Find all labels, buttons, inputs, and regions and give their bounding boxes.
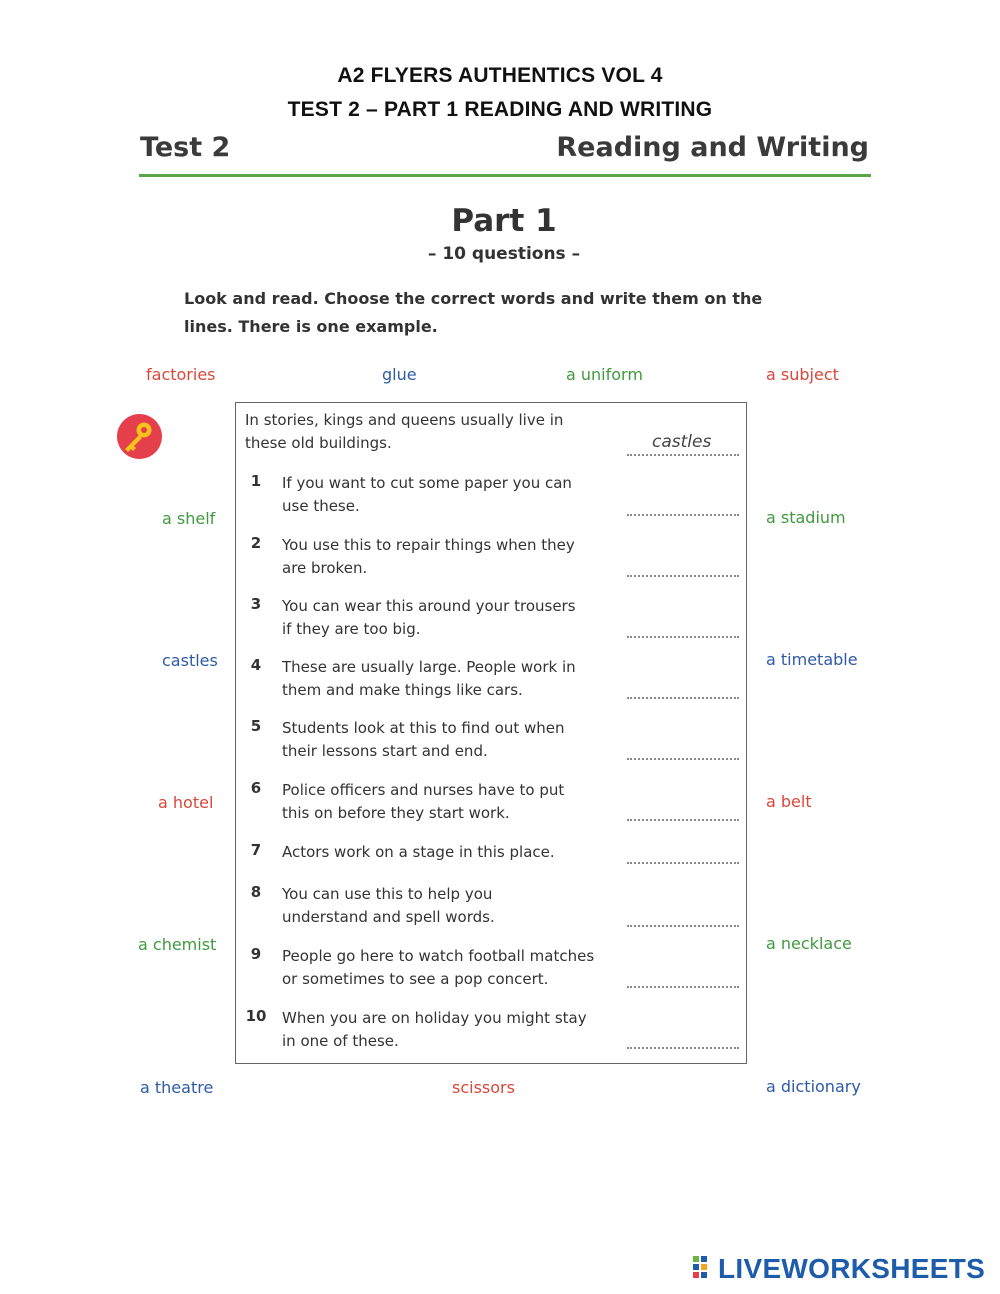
answer-line-10[interactable]	[627, 1047, 739, 1049]
question-number: 9	[250, 945, 262, 963]
question-text: Actors work on a stage in this place.	[282, 843, 555, 861]
answer-line-2[interactable]	[627, 575, 739, 577]
instructions: Look and read. Choose the correct words and write them on the lines. There is one example.	[184, 289, 763, 336]
test-heading: Test 2	[140, 132, 231, 163]
example-answer-line	[627, 454, 739, 456]
part-subtitle: – 10 questions –	[427, 244, 581, 264]
answer-line-6[interactable]	[627, 819, 739, 821]
word-theatre: a theatre	[140, 1078, 214, 1097]
question-text: them and make things like cars.	[282, 681, 523, 699]
liveworksheets-logo-icon	[693, 1256, 715, 1284]
word-dictionary: a dictionary	[766, 1077, 861, 1096]
answer-line-1[interactable]	[627, 514, 739, 516]
question-number: 2	[250, 534, 262, 552]
word-shelf: a shelf	[162, 509, 216, 528]
word-stadium: a stadium	[766, 508, 846, 527]
section-heading: Reading and Writing	[556, 132, 869, 163]
question-text: this on before they start work.	[282, 804, 510, 822]
question-text: if they are too big.	[282, 620, 421, 638]
question-number: 10	[245, 1007, 267, 1025]
part-title: Part 1	[451, 203, 557, 239]
question-text: in one of these.	[282, 1032, 399, 1050]
word-glue: glue	[382, 365, 417, 384]
question-text: You use this to repair things when they	[282, 536, 575, 554]
question-number: 6	[250, 779, 262, 797]
question-number: 8	[250, 883, 262, 901]
question-number: 4	[250, 656, 262, 674]
word-uniform: a uniform	[566, 365, 643, 384]
question-text: Students look at this to find out when	[282, 719, 565, 737]
word-belt: a belt	[766, 792, 812, 811]
answer-line-5[interactable]	[627, 758, 739, 760]
question-text: You can use this to help you	[282, 885, 493, 903]
question-text: understand and spell words.	[282, 908, 495, 926]
question-number: 7	[250, 841, 262, 859]
question-text: When you are on holiday you might stay	[282, 1009, 587, 1027]
word-factories: factories	[146, 365, 216, 384]
word-chemist: a chemist	[138, 935, 217, 954]
example-text-line1: In stories, kings and queens usually live in	[245, 411, 564, 429]
question-text: These are usually large. People work in	[282, 658, 576, 676]
liveworksheets-brand: LIVEWORKSHEETS	[718, 1253, 986, 1284]
question-number: 3	[250, 595, 262, 613]
question-text: If you want to cut some paper you can	[282, 474, 572, 492]
question-text: use these.	[282, 497, 360, 515]
question-text: You can wear this around your trousers	[282, 597, 576, 615]
question-text: Police officers and nurses have to put	[282, 781, 565, 799]
word-hotel: a hotel	[158, 793, 214, 812]
word-castles: castles	[162, 651, 218, 670]
question-text: their lessons start and end.	[282, 742, 488, 760]
example-answer: castles	[652, 432, 712, 452]
answer-line-8[interactable]	[627, 925, 739, 927]
key-icon	[117, 414, 162, 459]
question-text: are broken.	[282, 559, 368, 577]
answer-line-4[interactable]	[627, 697, 739, 699]
answer-line-3[interactable]	[627, 636, 739, 638]
question-text: People go here to watch football matches	[282, 947, 595, 965]
word-necklace: a necklace	[766, 934, 852, 953]
answer-line-7[interactable]	[627, 862, 739, 864]
question-text: or sometimes to see a pop concert.	[282, 970, 549, 988]
question-number: 5	[250, 717, 262, 735]
word-timetable: a timetable	[766, 650, 858, 669]
question-number: 1	[250, 472, 262, 490]
word-subject: a subject	[766, 365, 839, 384]
document-title-line1: A2 FLYERS AUTHENTICS VOL 4	[337, 64, 663, 87]
word-scissors: scissors	[452, 1078, 515, 1097]
answer-line-9[interactable]	[627, 986, 739, 988]
example-text-line2: these old buildings.	[245, 434, 392, 452]
header-divider	[139, 174, 871, 177]
document-title-line2: TEST 2 – PART 1 READING AND WRITING	[287, 98, 713, 121]
